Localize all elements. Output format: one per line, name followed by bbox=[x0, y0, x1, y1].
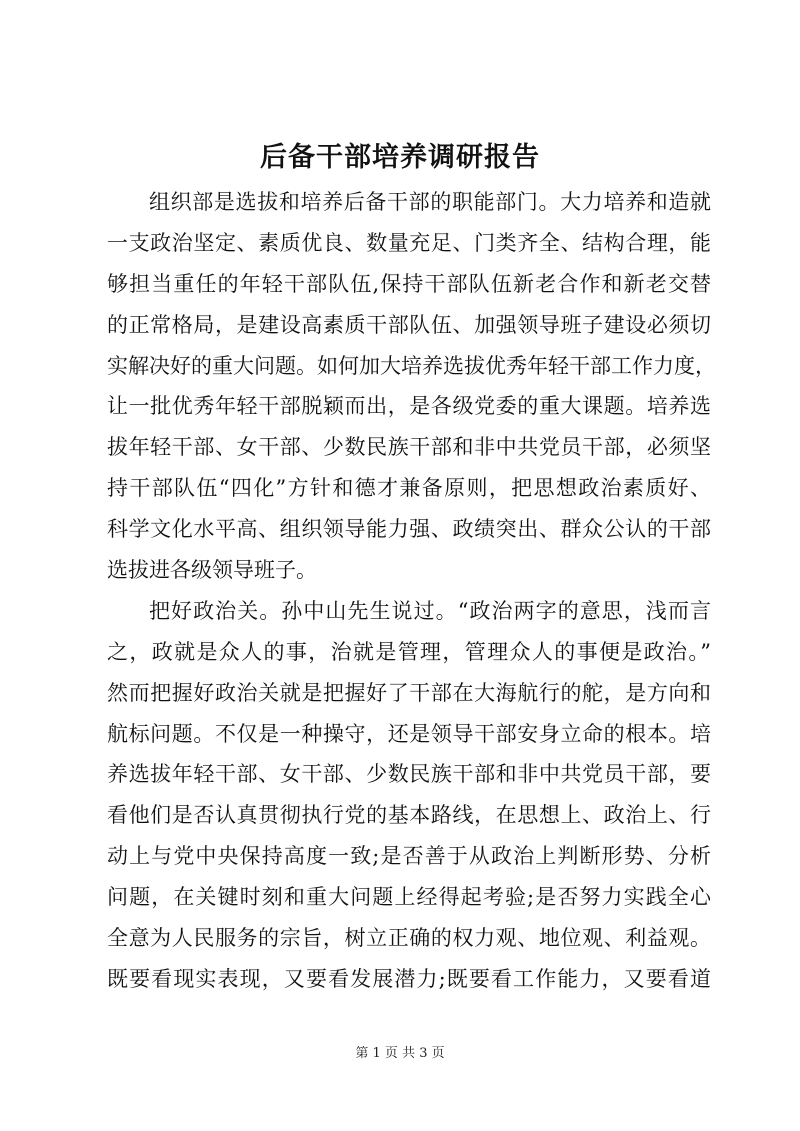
text-line: 航标问题。不仅是一种操守，还是领导干部安身立命的根本。培 bbox=[107, 721, 711, 746]
text-line: 既要看现实表现，又要看发展潜力;既要看工作能力，又要看道 bbox=[107, 966, 711, 991]
text-line: 看他们是否认真贯彻执行党的基本路线，在思想上、政治上、行 bbox=[107, 803, 711, 828]
text-line: 全意为人民服务的宗旨，树立正确的权力观、地位观、利益观。 bbox=[107, 926, 711, 951]
text-line: 的正常格局，是建设高素质干部队伍、加强领导班子建设必须切 bbox=[107, 312, 711, 337]
text-line: 够担当重任的年轻干部队伍,保持干部队伍新老合作和新老交替 bbox=[107, 271, 711, 296]
page-footer bbox=[0, 1044, 800, 1064]
text-line: 持干部队伍“四化”方针和德才兼备原则，把思想政治素质好、 bbox=[107, 476, 711, 501]
text-line: 一支政治坚定、素质优良、数量充足、门类齐全、结构合理，能 bbox=[107, 230, 711, 255]
text-line: 问题，在关键时刻和重大问题上经得起考验;是否努力实践全心 bbox=[107, 885, 711, 910]
text-line: 选拔进各级领导班子。 bbox=[107, 558, 317, 583]
paragraph bbox=[107, 182, 716, 591]
document-body bbox=[107, 182, 716, 1000]
text-line: 然而把握好政治关就是把握好了干部在大海航行的舵，是方向和 bbox=[107, 680, 711, 705]
document-title: 后备干部培养调研报告 bbox=[260, 142, 540, 173]
text-line: 动上与党中央保持高度一致;是否善于从政治上判断形势、分析 bbox=[107, 844, 711, 869]
page-indicator: 第 1 页 共 3 页 bbox=[355, 1046, 445, 1061]
text-line: 让一批优秀年轻干部脱颖而出，是各级党委的重大课题。培养选 bbox=[107, 394, 711, 419]
text-line: 实解决好的重大问题。如何加大培养选拔优秀年轻干部工作力度， bbox=[107, 353, 716, 378]
text-line: 养选拔年轻干部、女干部、少数民族干部和非中共党员干部，要 bbox=[107, 762, 711, 787]
text-line: 科学文化水平高、组织领导能力强、政绩突出、群众公认的干部 bbox=[107, 517, 711, 542]
paragraph bbox=[107, 591, 711, 1000]
text-line: 把好政治关。孙中山先生说过。“政治两字的意思，浅而言 bbox=[149, 598, 711, 623]
text-line: 之，政就是众人的事，治就是管理，管理众人的事便是政治。” bbox=[107, 639, 711, 664]
text-line: 组织部是选拔和培养后备干部的职能部门。大力培养和造就 bbox=[149, 190, 711, 214]
text-line: 拔年轻干部、女干部、少数民族干部和非中共党员干部，必须坚 bbox=[107, 435, 711, 460]
